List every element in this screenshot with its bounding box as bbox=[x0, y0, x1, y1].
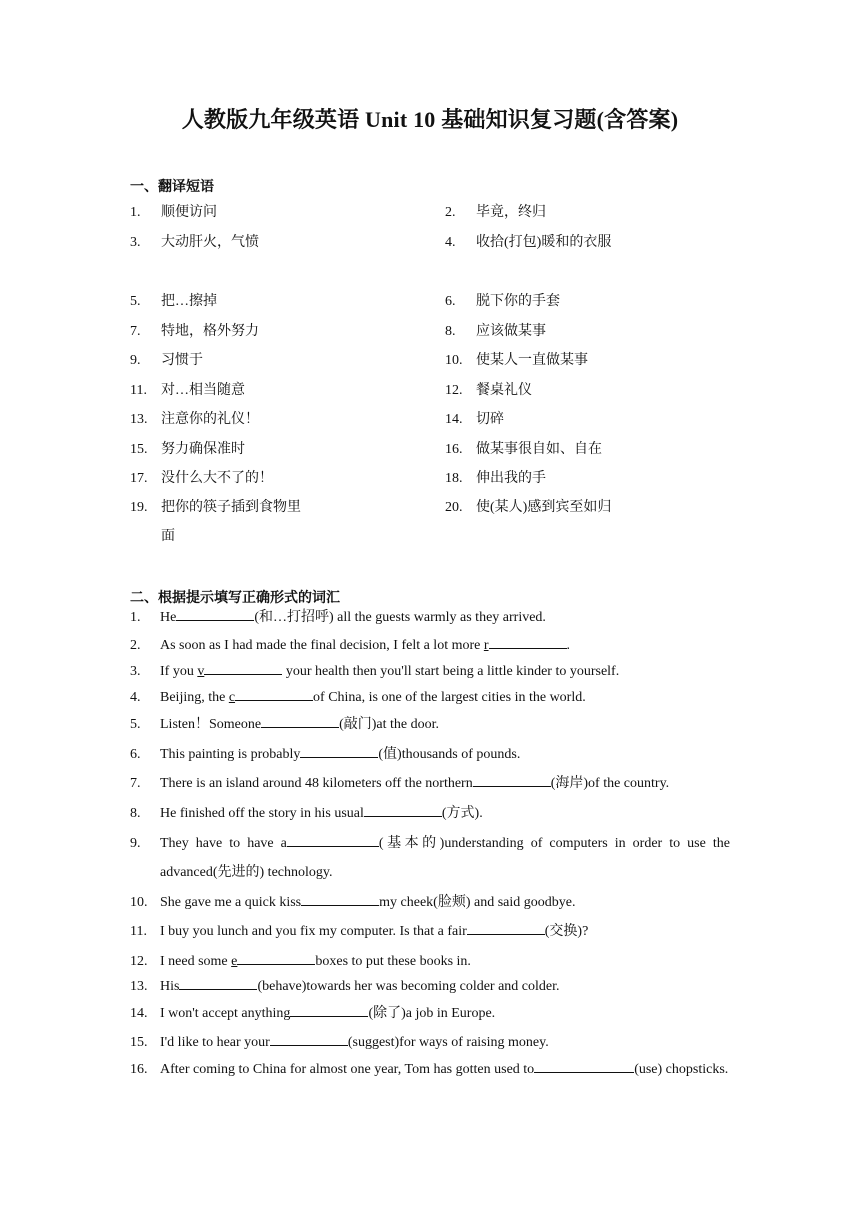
phrase-text: 注意你的礼仪！ bbox=[161, 412, 259, 427]
phrase-text: 应该做某事 bbox=[476, 324, 546, 339]
question-text bbox=[160, 603, 730, 632]
question-number: 8. bbox=[130, 806, 141, 821]
question-number: 10. bbox=[130, 895, 148, 910]
question-text bbox=[160, 1028, 730, 1057]
answer-blank[interactable] bbox=[300, 745, 378, 758]
question-item bbox=[130, 888, 730, 917]
question-tail-text: (behave)towards her was becoming colder and colder. bbox=[257, 979, 560, 994]
phrase-number: 5. bbox=[130, 294, 141, 309]
question-item bbox=[130, 603, 730, 632]
question-text bbox=[160, 917, 730, 946]
hint-letter: v bbox=[197, 664, 205, 679]
phrase-number: 3. bbox=[130, 235, 141, 250]
question-text bbox=[160, 1055, 730, 1084]
phrase-text: 把你的筷子插到食物里面 bbox=[161, 500, 301, 544]
question-number: 7. bbox=[130, 776, 141, 791]
answer-blank[interactable] bbox=[204, 662, 282, 675]
phrase-text: 努力确保准时 bbox=[161, 442, 245, 457]
question-tail-text: (海岸)of the country. bbox=[550, 776, 670, 791]
question-lead-text: His bbox=[160, 979, 180, 994]
phrase-number: 16. bbox=[445, 442, 463, 457]
phrase-text: 做某事很自如、自在 bbox=[476, 442, 602, 457]
phrase-number: 15. bbox=[130, 442, 148, 457]
question-tail-text: (基本的)understanding of computers in order to use the advanced(先进的) technology. bbox=[160, 836, 730, 880]
question-item bbox=[130, 972, 730, 1001]
phrase-number: 9. bbox=[130, 353, 141, 368]
section-1-heading: 一、翻译短语 bbox=[130, 180, 214, 195]
question-number: 5. bbox=[130, 717, 141, 732]
question-item bbox=[130, 710, 730, 739]
question-number: 3. bbox=[130, 664, 141, 679]
question-lead-text: As soon as I had made the final decision, I felt a lot more bbox=[160, 638, 484, 653]
question-number: 13. bbox=[130, 979, 148, 994]
question-item bbox=[130, 769, 730, 798]
answer-blank[interactable] bbox=[301, 893, 379, 906]
question-lead-text: They have to have a bbox=[160, 836, 287, 851]
question-text bbox=[160, 769, 730, 798]
question-lead-text: Listen！Someone bbox=[160, 717, 262, 732]
phrase-text: 特地，格外努力 bbox=[161, 324, 259, 339]
hint-letter: e bbox=[231, 954, 238, 969]
question-tail-text: (use) chopsticks. bbox=[634, 1062, 729, 1077]
hint-letter: r bbox=[483, 638, 489, 653]
question-tail-text: (suggest)for ways of raising money. bbox=[347, 1035, 549, 1050]
question-tail-text: your health then you'll start being a little kinder to yourself. bbox=[282, 664, 620, 679]
question-item bbox=[130, 917, 730, 946]
phrase-number: 1. bbox=[130, 205, 141, 220]
question-lead-text: I won't accept anything bbox=[160, 1006, 291, 1021]
question-tail-text: (敲门)at the door. bbox=[339, 717, 440, 732]
section-2-heading: 二、根据提示填写正确形式的词汇 bbox=[130, 591, 340, 606]
phrase-text: 顺便访问 bbox=[161, 205, 217, 220]
question-item bbox=[130, 829, 730, 887]
phrase-text: 使(某人)感到宾至如归 bbox=[476, 500, 612, 515]
phrase-text: 收拾(打包)暖和的衣服 bbox=[476, 235, 612, 250]
question-number: 12. bbox=[130, 954, 148, 969]
phrase-text: 习惯于 bbox=[161, 353, 203, 368]
phrase-number: 6. bbox=[445, 294, 456, 309]
answer-blank[interactable] bbox=[235, 688, 313, 701]
question-number: 9. bbox=[130, 836, 141, 851]
answer-blank[interactable] bbox=[290, 1004, 368, 1017]
question-tail-text: (方式). bbox=[441, 806, 483, 821]
question-number: 4. bbox=[130, 690, 141, 705]
phrase-number: 8. bbox=[445, 324, 456, 339]
question-lead-text: If you bbox=[160, 664, 198, 679]
question-text bbox=[160, 683, 730, 712]
question-text bbox=[160, 657, 730, 686]
phrase-number: 11. bbox=[130, 383, 147, 398]
phrase-text: 大动肝火，气愤 bbox=[161, 235, 259, 250]
question-tail-text: (值)thousands of pounds. bbox=[378, 747, 521, 762]
question-text bbox=[160, 740, 730, 769]
question-lead-text: He bbox=[160, 610, 177, 625]
phrase-number: 2. bbox=[445, 205, 456, 220]
question-number: 14. bbox=[130, 1006, 148, 1021]
question-tail-text: of China, is one of the largest cities in the world. bbox=[313, 690, 586, 705]
question-lead-text: There is an island around 48 kilometers off the northern bbox=[160, 776, 473, 791]
answer-blank[interactable] bbox=[473, 774, 551, 787]
answer-blank[interactable] bbox=[261, 715, 339, 728]
question-item bbox=[130, 740, 730, 769]
phrase-text: 使某人一直做某事 bbox=[476, 353, 588, 368]
phrase-text: 对…相当随意 bbox=[161, 383, 245, 398]
answer-blank[interactable] bbox=[489, 636, 567, 649]
question-tail-text: my cheek(脸颊) and said goodbye. bbox=[379, 895, 576, 910]
phrase-text: 切碎 bbox=[476, 412, 504, 427]
phrase-number: 4. bbox=[445, 235, 456, 250]
phrase-number: 12. bbox=[445, 383, 463, 398]
question-number: 2. bbox=[130, 638, 141, 653]
question-tail-text: boxes to put these books in. bbox=[315, 954, 471, 969]
question-tail-text: (除了)a job in Europe. bbox=[368, 1006, 496, 1021]
phrase-number: 18. bbox=[445, 471, 463, 486]
question-text bbox=[160, 631, 730, 660]
question-text bbox=[160, 888, 730, 917]
question-lead-text: Beijing, the bbox=[160, 690, 229, 705]
question-lead-text: I'd like to hear your bbox=[160, 1035, 270, 1050]
question-item bbox=[130, 1055, 730, 1084]
answer-blank[interactable] bbox=[534, 1060, 634, 1073]
question-text bbox=[160, 710, 730, 739]
answer-blank[interactable] bbox=[364, 804, 442, 817]
answer-blank[interactable] bbox=[287, 834, 379, 847]
answer-blank[interactable] bbox=[467, 922, 545, 935]
question-text bbox=[160, 799, 730, 828]
question-item bbox=[130, 683, 730, 712]
phrase-number: 10. bbox=[445, 353, 463, 368]
question-text bbox=[160, 829, 730, 887]
question-tail-text: (交换)? bbox=[544, 924, 589, 939]
phrase-number: 17. bbox=[130, 471, 148, 486]
question-item bbox=[130, 999, 730, 1028]
question-tail-text: . bbox=[566, 638, 571, 653]
question-lead-text: She gave me a quick kiss bbox=[160, 895, 302, 910]
question-text bbox=[160, 999, 730, 1028]
phrase-number: 7. bbox=[130, 324, 141, 339]
phrase-number: 14. bbox=[445, 412, 463, 427]
question-number: 6. bbox=[130, 747, 141, 762]
phrase-text: 毕竟，终归 bbox=[476, 205, 546, 220]
page-title: 人教版九年级英语 Unit 10 基础知识复习题(含答案) bbox=[181, 107, 679, 132]
question-lead-text: I buy you lunch and you fix my computer. Is that a fair bbox=[160, 924, 467, 939]
phrase-text: 餐桌礼仪 bbox=[476, 383, 532, 398]
answer-blank[interactable] bbox=[179, 977, 257, 990]
phrase-text: 伸出我的手 bbox=[476, 471, 546, 486]
question-number: 1. bbox=[130, 610, 141, 625]
question-item bbox=[130, 799, 730, 828]
phrase-text: 把…擦掉 bbox=[161, 294, 217, 309]
answer-blank[interactable] bbox=[237, 952, 315, 965]
phrase-text: 脱下你的手套 bbox=[476, 294, 560, 309]
question-tail-text: (和…打招呼) all the guests warmly as they arrived. bbox=[254, 610, 546, 625]
phrase-number: 13. bbox=[130, 412, 148, 427]
question-lead-text: This painting is probably bbox=[160, 747, 301, 762]
question-item bbox=[130, 657, 730, 686]
question-lead-text: He finished off the story in his usual bbox=[160, 806, 364, 821]
question-number: 15. bbox=[130, 1035, 148, 1050]
hint-letter: c bbox=[228, 690, 236, 705]
phrase-number: 20. bbox=[445, 500, 463, 515]
answer-blank[interactable] bbox=[270, 1033, 348, 1046]
phrase-number: 19. bbox=[130, 500, 148, 515]
phrase-text: 没什么大不了的！ bbox=[161, 471, 273, 486]
question-lead-text: After coming to China for almost one year, Tom has gotten used to bbox=[160, 1062, 535, 1077]
question-number: 16. bbox=[130, 1062, 148, 1077]
answer-blank[interactable] bbox=[176, 608, 254, 621]
question-item bbox=[130, 631, 730, 660]
question-number: 11. bbox=[130, 924, 147, 939]
question-text bbox=[160, 972, 730, 1001]
question-item bbox=[130, 1028, 730, 1057]
question-lead-text: I need some bbox=[160, 954, 232, 969]
